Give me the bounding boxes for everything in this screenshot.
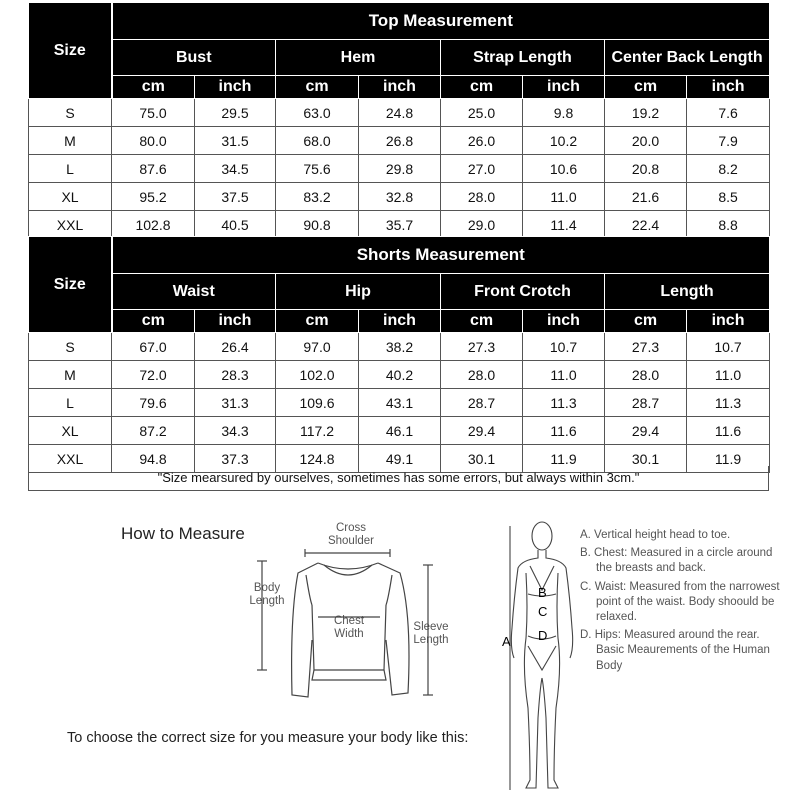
value-cell: 34.5 [195,155,276,183]
size-header: Size [29,237,112,333]
value-cell: 43.1 [359,389,441,417]
size-cell: L [29,155,112,183]
size-cell: M [29,361,112,389]
marker-d: D [538,628,548,643]
table-row [29,333,770,361]
value-cell: 87.2 [112,417,195,445]
size-cell: XXL [29,211,112,239]
value-cell: 32.8 [359,183,441,211]
value-cell: 11.4 [523,211,605,239]
table-row [29,389,770,417]
unit-header: cm [112,310,195,333]
value-cell: 27.0 [441,155,523,183]
definition-d: D. Hips: Measured around the rear. Basic Meaurements of the Human Body [580,629,770,672]
value-cell: 11.9 [523,445,605,473]
value-cell: 8.2 [687,155,770,183]
group-header: Center Back Length [605,40,770,76]
value-cell: 8.5 [687,183,770,211]
body-length-label: Body Length [249,582,285,607]
value-cell: 102.8 [112,211,195,239]
value-cell: 26.8 [359,127,441,155]
value-cell: 9.8 [523,99,605,127]
how-to-measure-title: How to Measure [121,524,245,543]
group-row [29,274,770,310]
value-cell: 11.0 [687,361,770,389]
value-cell: 34.3 [195,417,276,445]
value-cell: 28.7 [441,389,523,417]
value-cell: 11.3 [523,389,605,417]
table-row [29,99,770,127]
value-cell: 67.0 [112,333,195,361]
value-cell: 29.0 [441,211,523,239]
value-cell: 26.4 [195,333,276,361]
shorts-table-body [29,237,770,473]
shorts-measurement-table [28,236,770,473]
size-cell: XL [29,183,112,211]
value-cell: 46.1 [359,417,441,445]
value-cell: 20.0 [605,127,687,155]
unit-header: cm [276,76,359,99]
value-cell: 109.6 [276,389,359,417]
value-cell: 29.4 [441,417,523,445]
unit-header: inch [687,310,770,333]
value-cell: 28.0 [441,183,523,211]
marker-c: C [538,604,548,619]
value-cell: 11.9 [687,445,770,473]
value-cell: 75.0 [112,99,195,127]
value-cell: 90.8 [276,211,359,239]
value-cell: 30.1 [605,445,687,473]
value-cell: 28.7 [605,389,687,417]
unit-row [29,310,770,333]
unit-header: cm [441,76,523,99]
table-title: Shorts Measurement [112,237,770,274]
table-row [29,127,770,155]
measurement-definitions [580,528,785,677]
value-cell: 10.7 [523,333,605,361]
value-cell: 37.5 [195,183,276,211]
value-cell: 25.0 [441,99,523,127]
value-cell: 79.6 [112,389,195,417]
top-table-body [29,3,770,239]
marker-b: B [538,585,547,600]
value-cell: 11.0 [523,361,605,389]
value-cell: 22.4 [605,211,687,239]
unit-header: inch [687,76,770,99]
value-cell: 28.0 [605,361,687,389]
value-cell: 29.5 [195,99,276,127]
value-cell: 10.2 [523,127,605,155]
top-measurement-table [28,2,770,239]
chest-width-label: Chest Width [326,615,372,641]
value-cell: 28.0 [441,361,523,389]
size-header: Size [29,3,112,99]
value-cell: 94.8 [112,445,195,473]
group-header: Waist [112,274,276,310]
title-row [29,237,770,274]
definition-b: B. Chest: Measured in a circle around the breasts and back. [580,547,773,575]
size-cell: XXL [29,445,112,473]
value-cell: 19.2 [605,99,687,127]
title-row [29,3,770,40]
value-cell: 102.0 [276,361,359,389]
unit-header: inch [523,310,605,333]
value-cell: 24.8 [359,99,441,127]
group-header: Front Crotch [441,274,605,310]
body-figure-sketch [500,518,580,800]
value-cell: 95.2 [112,183,195,211]
unit-header: inch [359,76,441,99]
value-cell: 10.7 [687,333,770,361]
value-cell: 26.0 [441,127,523,155]
value-cell: 27.3 [605,333,687,361]
value-cell: 29.8 [359,155,441,183]
value-cell: 8.8 [687,211,770,239]
definition-c: C. Waist: Measured from the narrowest point of the waist. Body shoould be relaxed. [580,580,780,624]
unit-header: cm [441,310,523,333]
value-cell: 20.8 [605,155,687,183]
value-cell: 29.4 [605,417,687,445]
value-cell: 10.6 [523,155,605,183]
measurement-note: "Size mearsured by ourselves, sometimes has some errors, but always within 3cm." [28,466,769,491]
value-cell: 7.9 [687,127,770,155]
unit-header: cm [112,76,195,99]
value-cell: 11.6 [687,417,770,445]
table-row [29,211,770,239]
size-cell: XL [29,417,112,445]
marker-a: A [502,634,511,649]
value-cell: 72.0 [112,361,195,389]
unit-header: inch [523,76,605,99]
value-cell: 117.2 [276,417,359,445]
unit-row [29,76,770,99]
group-header: Bust [112,40,276,76]
value-cell: 11.0 [523,183,605,211]
group-row [29,40,770,76]
unit-header: cm [605,76,687,99]
unit-header: cm [605,310,687,333]
value-cell: 31.5 [195,127,276,155]
value-cell: 11.3 [687,389,770,417]
value-cell: 27.3 [441,333,523,361]
value-cell: 37.3 [195,445,276,473]
value-cell: 63.0 [276,99,359,127]
table-row [29,417,770,445]
value-cell: 40.5 [195,211,276,239]
definition-a: A. Vertical height head to toe. [580,529,731,541]
group-header: Hem [276,40,441,76]
value-cell: 38.2 [359,333,441,361]
value-cell: 11.6 [523,417,605,445]
value-cell: 68.0 [276,127,359,155]
value-cell: 31.3 [195,389,276,417]
cross-shoulder-label: Cross Shoulder [327,522,375,547]
unit-header: cm [276,310,359,333]
sweater-sketch [240,545,445,705]
table-row [29,183,770,211]
size-cell: S [29,99,112,127]
size-cell: L [29,389,112,417]
size-cell: S [29,333,112,361]
table-row [29,155,770,183]
group-header: Strap Length [441,40,605,76]
value-cell: 83.2 [276,183,359,211]
value-cell: 7.6 [687,99,770,127]
value-cell: 30.1 [441,445,523,473]
unit-header: inch [195,76,276,99]
value-cell: 97.0 [276,333,359,361]
group-header: Length [605,274,770,310]
value-cell: 124.8 [276,445,359,473]
value-cell: 40.2 [359,361,441,389]
value-cell: 21.6 [605,183,687,211]
group-header: Hip [276,274,441,310]
table-row [29,361,770,389]
unit-header: inch [195,310,276,333]
table-title: Top Measurement [112,3,770,40]
instruction-text: To choose the correct size for you measure your body like this: [67,730,469,746]
value-cell: 35.7 [359,211,441,239]
size-cell: M [29,127,112,155]
value-cell: 87.6 [112,155,195,183]
value-cell: 49.1 [359,445,441,473]
value-cell: 28.3 [195,361,276,389]
sleeve-length-label: Sleeve Length [413,621,449,646]
value-cell: 80.0 [112,127,195,155]
value-cell: 75.6 [276,155,359,183]
unit-header: inch [359,310,441,333]
